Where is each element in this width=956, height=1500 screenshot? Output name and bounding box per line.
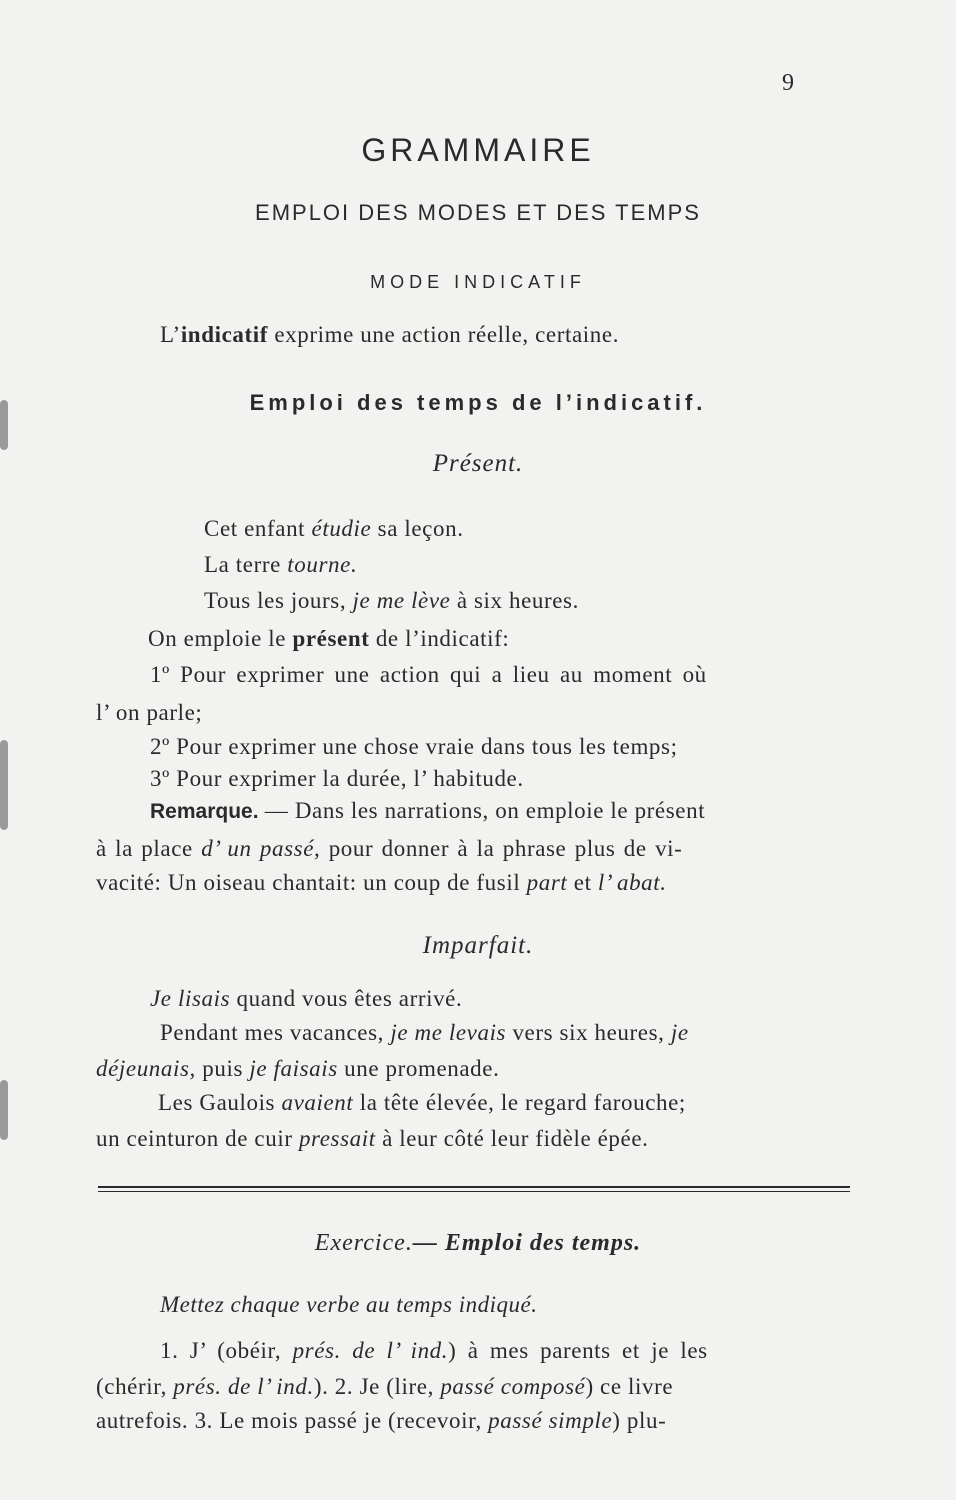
exercise-heading: Exercice.— Emploi des temps. xyxy=(314,1230,642,1256)
imparfait-line-1: Je lisais quand vous êtes arrivé. xyxy=(150,986,463,1011)
exercise-line-1: 1. J’ (obéir, prés. de l’ ind.) à mes parents et je les xyxy=(160,1338,708,1363)
section-subtitle: EMPLOI DES MODES ET DES TEMPS xyxy=(255,200,701,225)
imparfait-heading: Imparfait. xyxy=(422,932,534,959)
binding-mark xyxy=(0,740,8,830)
exercise-instruction: Mettez chaque verbe au temps indiqué. xyxy=(160,1292,538,1317)
present-heading: Présent. xyxy=(432,450,524,477)
mode-heading: MODE INDICATIF xyxy=(370,272,586,292)
remark-line-3: vacité: Un oiseau chantait: un coup de fusil part et l’ abat. xyxy=(96,870,667,895)
remark-label: Remarque. xyxy=(150,800,259,823)
present-example-2: La terre tourne. xyxy=(204,552,358,577)
remark-line-1: Remarque. — Dans les narrations, on emploie le présent xyxy=(150,798,706,823)
intro-paragraph: L’indicatif exprime une action réelle, certaine. xyxy=(160,322,620,347)
exercise-line-3: autrefois. 3. Le mois passé je (recevoir, passé simple) plu- xyxy=(96,1408,667,1433)
divider-thin xyxy=(98,1191,850,1192)
present-usage: On emploie le présent de l’indicatif: xyxy=(148,626,510,651)
present-rule-1-continued: l’ on parle; xyxy=(96,700,203,725)
divider-thick xyxy=(98,1186,850,1188)
present-example-3: Tous les jours, je me lève à six heures. xyxy=(204,588,579,613)
exercise-line-2: (chérir, prés. de l’ ind.). 2. Je (lire, passé composé) ce livre xyxy=(96,1374,674,1399)
imparfait-line-2: Pendant mes vacances, je me levais vers six heures, je xyxy=(160,1020,689,1045)
imparfait-line-3: déjeunais, puis je faisais une promenade. xyxy=(96,1056,500,1081)
page-title: GRAMMAIRE xyxy=(361,132,595,168)
present-rule-1: 1º Pour exprimer une action qui a lieu au moment où xyxy=(150,662,707,687)
present-rule-3: 3º Pour exprimer la durée, l’ habitude. xyxy=(150,766,524,791)
present-example-1: Cet enfant étudie sa leçon. xyxy=(204,516,464,541)
remark-line-2: à la place d’ un passé, pour donner à la phrase plus de vi- xyxy=(96,836,683,861)
imparfait-line-4: Les Gaulois avaient la tête élevée, le regard farouche; xyxy=(158,1090,686,1115)
tenses-heading: Emploi des temps de l’indicatif. xyxy=(249,390,707,415)
binding-mark xyxy=(0,1080,8,1140)
present-rule-2: 2º Pour exprimer une chose vraie dans tous les temps; xyxy=(150,734,678,759)
page-number: 9 xyxy=(782,70,794,96)
imparfait-line-5: un ceinturon de cuir pressait à leur côté leur fidèle épée. xyxy=(96,1126,649,1151)
